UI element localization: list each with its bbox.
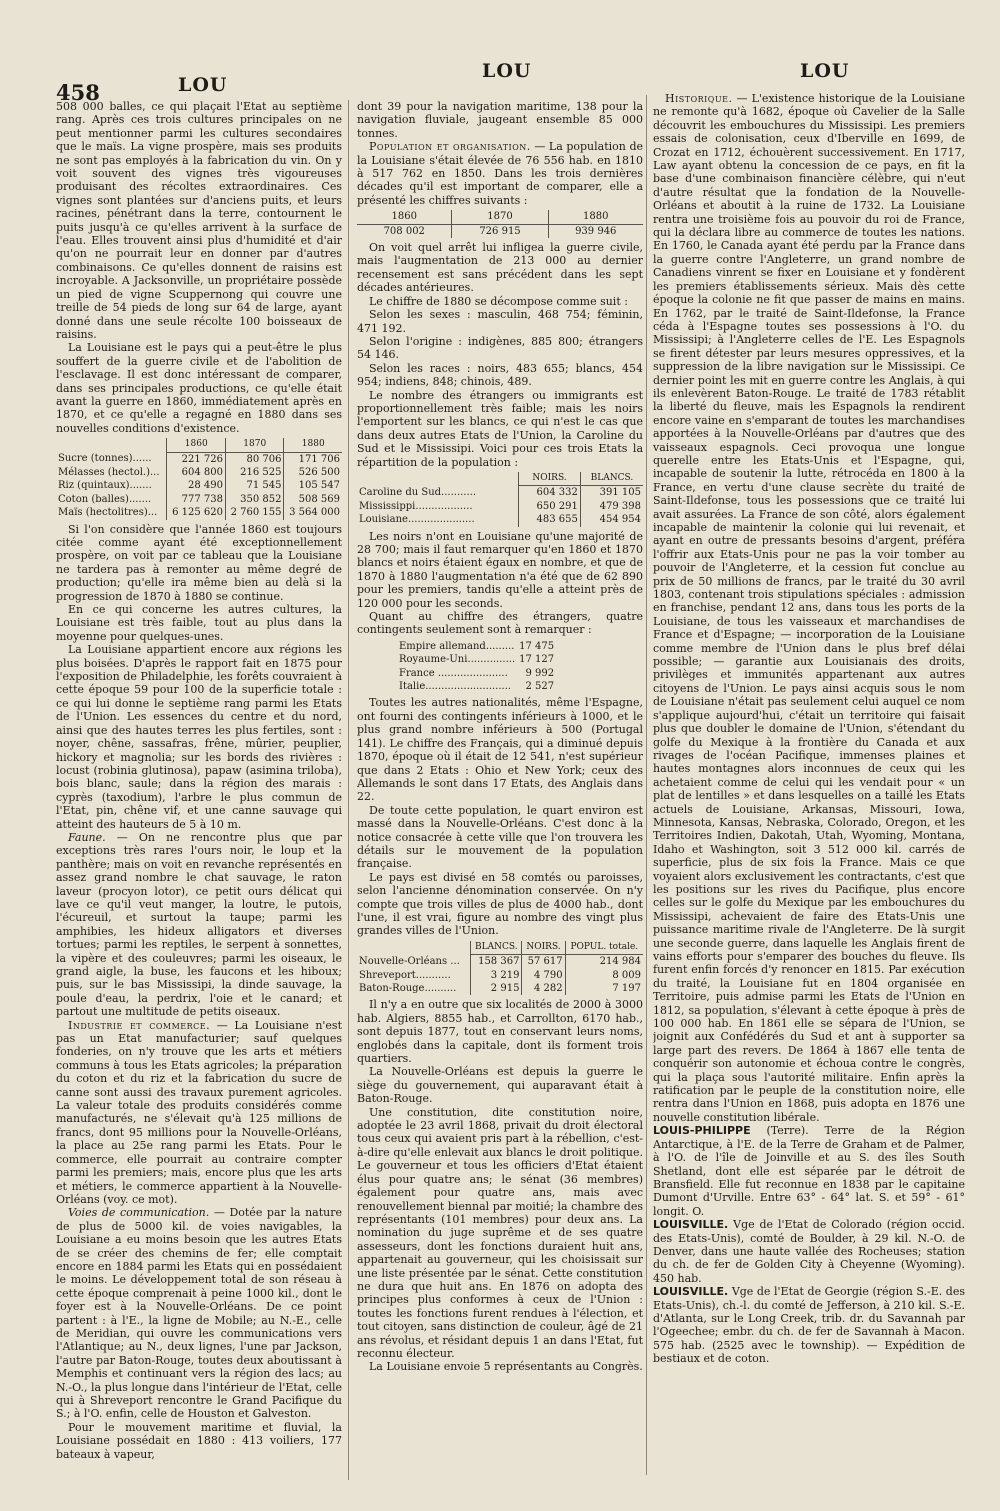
column-header: 1870 [225,438,284,452]
table-row [56,452,342,466]
cell: 604 800 [167,466,226,479]
table-row [56,479,342,492]
production-table [56,438,342,519]
cell: 479 398 [580,500,643,513]
paragraph [653,92,965,1124]
cell: 650 291 [519,500,581,513]
section-text: — La population de la Louisiane s'était élevée de 76 556 hab. en 1810 à 517 762 en 1850. Dans les trois dernières décades qu'il est important de comparer, elle a présenté les chiffres suivants : [357,140,643,207]
running-head-left: LOU [178,74,228,96]
section-text: — L'existence historique de la Louisiane ne remonte qu'à 1682, époque où Cavelier de la Salle découvrit les embouchures du Mississipi. Les premiers essais de colonisation, ceux d'Iberville en 1699, de Crozat en 1712, échouèrent successivement. En 1717, Law ayant obtenu la concession de ce pays, en fit la base d'une combinaison financière célèbre, qui n'eut d'autre résultat que la fondation de la Nouvelle-Orléans et aboutit à la ruine de 1732. La Louisiane rentra une troisième fois au pouvoir du roi de France, qui la déclara libre au commerce de toutes les nations. En 1760, le Canada ayant été perdu par la France dans la guerre contre l'Angleterre, un grand nombre de Canadiens vinrent se fixer en Louisiane et y fondèrent les premiers établissements sérieux. Mais dès cette époque la colonie ne fit que passer de mains en mains. En 1762, par le traité de Saint-Ildefonse, la France céda à l'Espagne toutes ses possessions à l'O. du Mississipi; à l'Angleterre celles de l'E. Les Espagnols se firent détester par leurs mesures oppressives, et la suppression de la libre navigation sur le Mississipi. Ce dernier point les mit en guerre contre les Anglais, à qui ils enlevèrent Baton-Rouge. Le traité de 1783 rétablit la liberté du fleuve, mais les Espagnols la rendirent encore vaine en s'emparant de toutes les marchandises apportées à la Nouvelle-Orléans par d'autres que des vaisseaux espagnols. Ceci provoqua une longue querelle entre les Etats-Unis et l'Espagne, qui, incapable de soutenir la lutte, rétrocéda en 1800 à la France, en vertu d'une clause secrète du traité de Saint-Ildefonse, tous les possessions que ce traité lui avait assurées. La France de son côté, alors également incapable de maintenir la colonie qui lui revenait, et ayant en outre de pressants besoins d'argent, préféra l'offrir aux Etats-Unis pour ne pas la voir tomber au pouvoir de l'Angleterre, et la cession fut conclue au prix de 50 millions de francs, par le traité du 30 avril 1803, contenant trois stipulations spéciales : admission en franchise, pendant 12 ans, dans tous les ports de la Louisiane, de tous les vaisseaux et marchandises de France et d'Espagne; — incorporation de la Louisiane comme membre de l'Union dans le plus bref délai possible; — garantie aux Louisianais des droits, privilèges et immunités appartenant aux autres citoyens de l'Union. Le pays ainsi acquis sous le nom de Louisiane n'était pas seulement celui auquel ce nom s'applique aujourd'hui, c'était un territoire qui faisait plus que doubler le domaine de l'Union, s'étendant du golfe du Mexique à la frontière du Canada et aux rivages de l'océan Pacifique, immenses plaines et hautes montagnes alors inconnues de ceux qui les achetaient comme de celui qui les vendait pour « un plat de lentilles » et dans lesquelles on a taillé les Etats actuels de Louisiane, Arkansas, Missouri, Iowa, Minnesota, Kansas, Nebraska, Colorado, Oregon, et les Territoires Indien, Dakotah, Utah, Wyoming, Montana, Idaho et Washington, soit 3 512 000 kil. carrés de superficie, plus de six fois la France. Mais ce que voyaient alors exclusivement les contractants, c'est que les positions sur les rives du Pacifique, plus encore celles sur le golfe du Mexique par les embouchures du Mississipi, achevaient de faire des Etats-Unis une puissance maritime rivale de l'Angleterre. De là surgit une seconde guerre, dans laquelle les Anglais firent de vains efforts pour s'emparer des bouches du fleuve. Ils furent enfin forcés d'y renoncer en 1815. Par exécution du traité, la Louisiane fut en 1804 organisée en Territoire, puis admise parmi les Etats de l'Union en 1812, sa population, s'élevant à cette époque à près de 100 000 hab. En 1861 elle se sépara de l'Union, se joignit aux Confédérés du Sud et ant à supporter sa large part des revers. De 1864 à 1867 elle tenta de conquérir son autonomie et échoua contre le congrès, qui la plaça sous l'autorité militaire. Enfin après la ratification par le peuple de la constitution noire, elle rentra dans l'Union en 1868, puis adopta en 1876 une nouvelle constitution libérale. [653,92,965,1124]
table-row [397,653,556,666]
paragraph: Le nombre des étrangers ou immigrants est proportionnellement très faible; mais les noirs l'emportent sur les blancs, ce qui n'est le cas que dans deux autres Etats de l'Union, la Caroline du Sud et le Mississipi. Voici pour ces trois Etats la répartition de la population : [357,388,643,469]
table-row [357,513,643,526]
cell: 8 009 [565,969,643,982]
column-header: 1880 [548,210,643,224]
paragraph: Quant au chiffre des étrangers, quatre contingents seulement sont à remarquer : [357,610,643,637]
row-label: France ...................... [399,667,508,679]
table-row [397,667,556,680]
column-header: 1880 [284,438,342,452]
paragraph [357,140,643,207]
paragraph: La Nouvelle-Orléans est depuis la guerre le siège du gouvernement, qui auparavant était à Baton-Rouge. [357,1065,643,1106]
cell: 2 527 [525,681,555,693]
row-label: Coton (balles)....... [58,493,152,505]
row-label: Baton-Rouge.......... [359,983,457,994]
cell: 17 475 [519,640,555,652]
section-label: Voies de communication. [68,1206,210,1220]
population-table [357,210,643,238]
cell: 604 332 [519,486,581,500]
row-label: Royaume-Uni............... [399,654,516,666]
section-label: Population et organisation. [369,140,531,154]
paragraph [56,1206,342,1421]
section-text: — Dotée par la nature de plus de 5000 kil. de voies navigables, la Louisiane a eu moins besoin que les autres Etats de se créer des chemins de fer; elle comptait encore en 1884 parmi les Etats qui en possédaient le moins. Le développement total de son réseau à cette époque comprenait à peine 1000 kil., dont le foyer est à la Nouvelle-Orléans. De ce point partent : à l'E., la ligne de Mobile; au N.-E., celle de Meridian, qui ouvre les communications vers l'Atlantique; au N., deux lignes, l'une par Jackson, l'autre par Baton-Rouge, toutes deux aboutissant à Memphis et continuant vers la région des lacs; au N.-O., la plus longue dans l'intérieur de l'Etat, celle qui à Shreveport rencontre le Grand Pacifique du S.; à l'O. enfin, celle de Houston et Galveston. [56,1206,342,1421]
paragraph: Selon l'origine : indigènes, 885 800; étrangers 54 146. [357,334,643,362]
section-text: — La Louisiane n'est pas un Etat manufacturier; sauf quelques fonderies, on n'y trouve que les arts et métiers communs à tous les Etats agricoles; la préparation du coton et du riz et la fabrication du sucre de canne sont aussi des travaux purement agricoles. La valeur totale des produits considérés comme manufacturés, ne s'élevait qu'à 125 millions de francs, dont 95 millions pour la Nouvelle-Orléans, la place au 25e rang parmi les Etats. Pour le commerce, elle pourrait au contraire compter parmi les premiers; mais, encore plus que les arts et métiers, le commerce appartient à la Nouvelle-Orléans (voy. ce mot). [56,1018,342,1206]
column-header: BLANCS. [471,941,522,955]
cell: 726 915 [452,224,548,238]
cell: 526 500 [284,466,342,479]
paragraph: Le pays est divisé en 58 comtés ou paroisses, selon l'ancienne dénomination conservée. On n'y compte que trois villes de plus de 4000 hab., dont l'une, il est vrai, figure au nombre des vingt plus grandes villes de l'Union. [357,870,643,938]
row-label: Mélasses (hectol.)... [58,466,160,478]
paragraph: 508 000 balles, ce qui plaçait l'Etat au septième rang. Après ces trois cultures principales on ne peut mentionner parmi les cultures secondaires que le maïs. La vigne prospère, mais ses produits ne sont pas employés à la fabrication du vin. On y voit souvent des vignes très vigoureuses produisant des récoltes extraordinaires. Ces vignes sont plantées sur d'anciens puits, et leurs racines, pénétrant dans la terre, contournent le puits jusqu'à ce qu'elles arrivent à la surface de l'eau. Elles trouvent ainsi plus d'humidité et d'air qu'on ne pourrait leur en donner par d'autres combinaisons. Ce qu'elles donnent de raisins est incroyable. A Jacksonville, un propriétaire possède un pied de vigne Scuppernong qui couvre une treille de 54 pieds de long sur 64 de large, ayant donné dans une seule récolte 100 boisseaux de raisins. [56,100,342,341]
paragraph: En ce qui concerne les autres cultures, la Louisiane est très faible, tout au plus dans la moyenne pour quelques-unes. [56,603,342,643]
table-row [56,466,342,479]
section-text: — On ne rencontre plus que par exceptions très rares l'ours noir, le loup et la panthère; mais on voit en revanche représentés en assez grand nombre le chat sauvage, le raton laveur (procyon lotor), ce petit ours délicat qui lave ce qu'il veut manger, la loutre, le putois, l'écureuil, et surtout la taupe; parmi les amphibies, les hideux alligators et diverses tortues; parmi les reptiles, le serpent à sonnettes, la vipère et des couleuvres; parmi les oiseaux, le grand aigle, la buse, les faucons et les hiboux; puis, sur le bas Mississipi, la dinde sauvage, la poule d'eau, la perdrix, l'oie et le canard; et partout une multitude de petits oiseaux. [56,830,342,1019]
table-row [56,493,342,506]
column-header: 1860 [167,438,226,452]
cell: 71 545 [225,479,284,492]
paragraph: Selon les races : noirs, 483 655; blancs, 454 954; indiens, 848; chinois, 489. [357,361,643,389]
paragraph: Il n'y a en outre que six localités de 2000 à 3000 hab. Algiers, 8855 hab., et Carrollton, 6170 hab., sont depuis 1877, tout en conservant leurs noms, englobés dans la capitale, dont ils forment trois quartiers. [357,998,643,1066]
cell: 939 946 [548,224,643,238]
row-label: Louisiane..................... [359,514,475,526]
entry-headword: LOUIS-PHILIPPE [653,1124,751,1138]
table-row [357,969,643,982]
cell: 3 564 000 [284,506,342,519]
row-label: Shreveport........... [359,969,451,981]
dictionary-entry [653,1218,965,1285]
paragraph: On voit quel arrêt lui infligea la guerre civile, mais l'augmentation de 213 000 au dernier recensement est sans précédent dans les sept décades antérieures. [357,241,643,295]
cell: 508 569 [284,493,342,506]
paragraph [56,1019,342,1207]
dictionary-entry [653,1285,965,1365]
cell: 9 992 [525,667,555,679]
cell: 57 617 [522,955,565,969]
section-label: Faune. [68,830,106,844]
running-head-right: LOU [800,60,850,82]
row-label: Sucre (tonnes)...... [58,453,152,465]
paragraph: Toutes les autres nationalités, même l'Espagne, ont fourni des contingents inférieurs à 1000, et le plus grand nombre inférieurs à 500 (Portugal 141). Le chiffre des Français, qui a diminué depuis 1870, époque où il était de 12 541, n'est supérieur que dans 2 Etats : Ohio et New York; ceux des Allemands le sont dans 17 Etats, des Anglais dans 22. [357,696,643,804]
row-label: Maïs (hectolitres)... [58,507,158,519]
entry-text: Vge de l'Etat de Colorado (région occid. des Etats-Unis), comté de Boulder, à 29 kil. N.-O. de Denver, dans une haute vallée des Rocheuses; station du ch. de fer de Golden City à Cheyenne (Wyoming). 450 hab. [653,1218,965,1285]
foreign-table [397,640,556,694]
cell: 171 706 [284,452,342,466]
row-label: Mississippi.................. [359,500,473,512]
table-row [357,955,643,969]
row-label: Nouvelle-Orléans ... [359,955,460,967]
cell: 28 490 [167,479,226,492]
paragraph: dont 39 pour la navigation maritime, 138 pour la navigation fluviale, jaugeant ensemble 85 000 tonnes. [357,100,643,140]
city-table [357,941,643,996]
paragraph: Pour le mouvement maritime et fluvial, la Louisiane possédait en 1880 : 413 voiliers, 177 bateaux à vapeur, [56,1420,342,1461]
column-3 [653,92,965,1472]
paragraph: La Louisiane est le pays qui a peut-être le plus souffert de la guerre civile et de l'abolition de l'esclavage. Il est donc intéressant de comparer, dans ses principales productions, ce qu'elle était avant la guerre en 1860, immédiatement après en 1870, et ce qu'elle a regagné en 1880 dans ses nouvelles conditions d'existence. [56,341,342,435]
dictionary-entry [653,1124,965,1218]
cell: 158 367 [471,955,522,969]
cell: 80 706 [225,452,284,466]
cell: 454 954 [580,513,643,526]
column-header: NOIRS. [522,941,565,955]
cell: 221 726 [167,452,226,466]
cell: 3 219 [471,969,522,982]
row-label: Riz (quintaux)....... [58,480,152,492]
column-header: 1870 [452,210,548,224]
page-number: 458 [56,80,100,105]
section-label: Industrie et commerce. [68,1018,211,1032]
section-label: Historique. [665,92,733,105]
entry-headword: LOUISVILLE. [653,1285,729,1299]
column-rule [646,95,647,1475]
paragraph: La Louisiane envoie 5 représentants au Congrès. [369,1360,643,1374]
paragraph: Si l'on considère que l'année 1860 est toujours citée comme ayant été exceptionnellement prospère, on voit par ce tableau que la Louisiane ne tardera pas à remonter au même degré de production; qu'elle ira même bien au delà si la progression de 1870 à 1880 se continue. [56,522,342,603]
column-1 [56,100,342,1500]
row-label: Empire allemand......... [399,640,515,652]
table-row [357,486,643,500]
paragraph: Une constitution, dite constitution noire, adoptée le 23 avril 1868, privait du droit électoral tous ceux qui avaient pris part à la rébellion, c'est-à-dire qu'elle enlevait aux blancs le droit politique. Le gouverneur et tous les officiers d'Etat étaient élus pour quatre ans; le sénat (36 membres) également pour quatre ans, mais avec renouvellement biennal par moitié; la chambre des représentants (101 membres) pour deux ans. La nomination du juge suprême et de ses quatre assesseurs, dont les fonctions duraient huit ans, appartenait au gouverneur, qui les choisissait sur une liste présentée par le sénat. Cette constitution ne dura que huit ans. En 1876 on adopta des principes plus conformes à ceux de l'Union : toutes les fonctions furent rendues à l'élection, et tout citoyen, sans distinction de couleur, âgé de 21 ans révolus, et résidant depuis 1 an dans l'Etat, fut reconnu électeur. [357,1105,643,1360]
table-row [397,640,556,653]
cell: 2 760 155 [225,506,284,519]
running-head-center: LOU [482,60,532,82]
cell: 391 105 [580,486,643,500]
race-table [357,472,643,527]
cell: 105 547 [284,479,342,492]
cell: 216 525 [225,466,284,479]
table-row [56,506,342,519]
column-rule [348,100,349,1480]
paragraph: Le chiffre de 1880 se décompose comme suit : [369,294,628,308]
cell: 2 915 [471,982,522,995]
column-header: BLANCS. [580,472,643,486]
entry-headword: LOUISVILLE. [653,1218,729,1232]
cell: 7 197 [565,982,643,995]
cell: 4 790 [522,969,565,982]
column-header: POPUL. totale. [565,941,643,955]
column-2 [357,100,643,1470]
table-row [397,680,556,693]
row-label: Caroline du Sud........... [359,487,477,499]
row-label: Italie........................... [399,681,512,693]
column-header: 1860 [357,210,452,224]
cell: 214 984 [565,955,643,969]
column-header: NOIRS. [519,472,581,486]
cell: 350 852 [225,493,284,506]
entry-text: (Terre). Terre de la Région Antarctique, à l'E. de la Terre de Graham et de Palmer, à l'O. de l'île de Joinville et au S. des îles South Shetland, dont elle est séparée par le détroit de Bransfield. Elle fut reconnue en 1838 par le capitaine Dumont d'Urville. Entre 63° - 64° lat. S. et 59° - 61° longit. O. [653,1124,965,1218]
cell: 777 738 [167,493,226,506]
paragraph: De toute cette population, le quart environ est massé dans la Nouvelle-Orléans. C'est donc à la notice consacrée à cette ville que l'on trouvera les détails sur le mouvement de la population française. [357,803,643,871]
cell: 6 125 620 [167,506,226,519]
cell: 4 282 [522,982,565,995]
paragraph: Les noirs n'ont en Louisiane qu'une majorité de 28 700; mais il faut remarquer qu'en 1860 et 1870 blancs et noirs étaient égaux en nombre, et que de 1870 à 1880 l'augmentation n'a été que de 62 890 pour les premiers, tandis qu'elle a atteint près de 120 000 pour les seconds. [357,529,643,610]
table-row [357,982,643,995]
paragraph: La Louisiane appartient encore aux régions les plus boisées. D'après le rapport fait en 1875 pour l'exposition de Philadelphie, les forêts couvraient à cette époque 59 pour 100 de la superficie totale : ce qui lui donne le septième rang parmi les Etats de l'Union. Les essences du centre et du nord, ainsi que des hautes terres les plus fertiles, sont : noyer, chêne, sassafras, frêne, mûrier, peuplier, hickory et magnolia; sur les bords des rivières : locust (robinia glutinosa), papaw (asimina triloba), bois blanc, saule; dans la région des marais : cyprès (taxodium), l'arbre le plus commun de l'Etat, pin, chêne vif, et une canne sauvage qui atteint des hauteurs de 5 à 10 m. [56,643,342,831]
paragraph: Selon les sexes : masculin, 468 754; féminin, 471 192. [357,308,643,335]
table-row [357,500,643,513]
cell: 17 127 [519,654,555,666]
entry-text: Vge de l'Etat de Georgie (région S.-E. des Etats-Unis), ch.-l. du comté de Jefferson, à 210 kil. S.-E. d'Atlanta, sur le Long Creek, trib. dr. du Savannah par l'Ogeechee; embr. du ch. de fer de Savannah à Macon. 575 hab. (2525 avec le township). — Expédition de bestiaux et de coton. [653,1285,965,1366]
paragraph [56,831,342,1019]
cell: 483 655 [519,513,581,526]
cell: 708 002 [383,225,425,237]
